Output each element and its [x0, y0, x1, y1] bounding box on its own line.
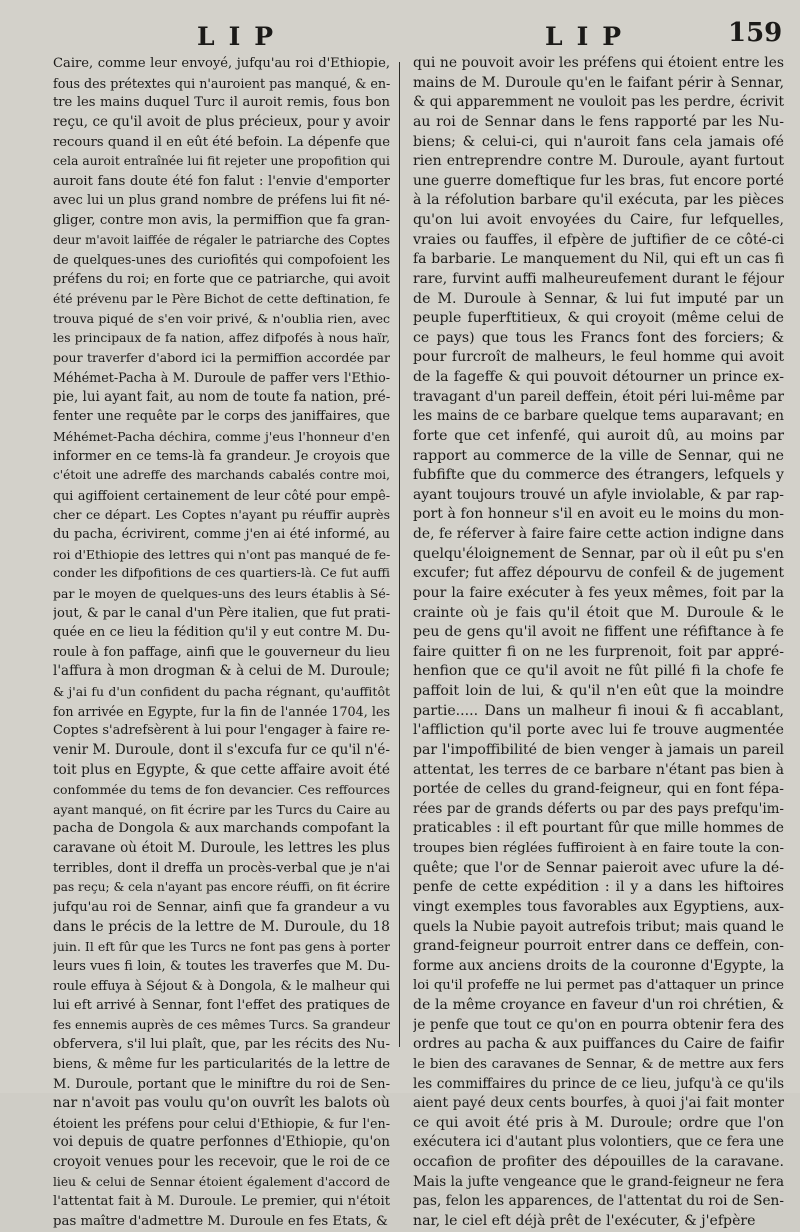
text-line: troupes bien réglées fuffiroient à en faire toute la con-	[413, 841, 784, 856]
text-line: ordres au pacha & aux puiffances du Caire de faifir	[413, 1036, 784, 1053]
text-line: lui eft arrivé à Sennar, font l'effet des pratiques de	[53, 998, 390, 1013]
text-line: travagant d'un pareil deffein, étoit péri lui-même par	[413, 388, 784, 405]
text-line: aient payé deux cents bourfes, à quoi j'ai fait monter	[413, 1095, 784, 1112]
text-line: c'étoit une adreffe des marchands cabalés contre moi,	[53, 468, 390, 483]
text-line: qui ne pouvoit avoir les préfens qui étoient entre les	[413, 55, 784, 71]
text-line: je penfe que tout ce qu'on en pourra obtenir fera des	[413, 1016, 784, 1033]
text-line: obfervera, s'il lui plaît, que, par les récits des Nu-	[53, 1037, 390, 1053]
text-line: loi qu'il profeffe ne lui permet pas d'attaquer un prince	[413, 978, 784, 994]
text-line: pas, felon les apparences, de l'attentat du roi de Sen-	[413, 1193, 784, 1210]
text-line: rare, furvint auffi malheureufement durant le féjour	[413, 270, 784, 287]
text-line: roule à fon paffage, ainfi que le gouverneur du lieu	[53, 644, 390, 660]
text-line: confommée du tems de fon devancier. Ces reffources	[53, 782, 390, 798]
text-line: trouva piqué de s'en voir privé, & n'oublia rien, avec	[53, 311, 390, 327]
text-line: penfe de cette expédition : il y a dans les hiftoires	[413, 879, 784, 896]
text-line: l'affura à mon drogman & à celui de M. Duroule;	[53, 663, 390, 680]
text-line: roi d'Ethiopie des lettres qui n'ont pas manqué de fe-	[53, 546, 390, 562]
text-line: voi depuis de quatre perfonnes d'Ethiopie, qu'on	[53, 1134, 390, 1151]
text-line: quels la Nubie payoit autrefois tribut; mais quand le	[413, 918, 784, 935]
text-line: les mains de ce barbare quelque tems auparavant; en	[413, 408, 784, 425]
text-line: une guerre domeftique fur les bras, fut encore porté	[413, 172, 784, 189]
text-line: ce pays) que tous les Francs font des forciers; &	[413, 329, 784, 346]
text-line: préfens du roi; en forte que ce patriarche, qui avoit	[53, 271, 390, 287]
text-line: jout, & par le canal d'un Père italien, que fut prati-	[53, 605, 390, 621]
text-line: pas reçu; & cela n'ayant pas encore réuffi, on fit écrire	[53, 880, 390, 895]
text-line: fa barbarie. Le manquement du Nil, qui eft un cas fi	[413, 251, 784, 268]
text-line: quée en ce lieu la fédition qu'il y eut contre M. Du-	[53, 625, 390, 641]
text-line: fes ennemis auprès de ces mêmes Turcs. Sa grandeur	[53, 1017, 390, 1032]
running-head-right: LIP	[545, 22, 636, 51]
text-line: fenter une requête par le corps des janiffaires, que	[53, 409, 390, 425]
text-line: forme aux anciens droits de la couronne d'Egypte, la	[413, 957, 784, 974]
text-line: avec lui un plus grand nombre de préfens lui fit né-	[53, 193, 390, 209]
text-line: l'attentat fait à M. Duroule. Le premier, qui n'étoit	[53, 1194, 390, 1210]
text-line: les principaux de fa nation, affez difpofés à nous haïr,	[53, 330, 390, 345]
text-line: qui agiffoient certainement de leur côté pour empê-	[53, 487, 390, 503]
text-line: paffoit loin de lui, & qu'il n'en eût que la moindre	[413, 683, 784, 699]
text-line: nar n'avoit pas voulu qu'on ouvrît les balots où	[53, 1095, 390, 1112]
text-line: de la fageffe & qui pouvoit détourner un prince ex-	[413, 369, 784, 385]
page-number: 159	[728, 18, 783, 48]
text-line: nar, le ciel eft déjà prêt de l'exécuter, & j'efpère	[413, 1212, 756, 1229]
text-line: praticables : il eft pourtant fûr que mille hommes de	[413, 820, 784, 837]
text-line: exécutera ici d'autant plus volontiers, que ce fera une	[413, 1134, 784, 1151]
text-line: occafion de profiter des dépouilles de la caravane.	[413, 1154, 784, 1170]
text-line: pour traverfer d'abord ici la permiffion accordée par	[53, 350, 390, 366]
text-line: de, fe réferver à faire faire cette action indigne dans	[413, 526, 784, 542]
text-line: par le moyen de quelques-uns des leurs établis à Sé-	[53, 585, 390, 601]
text-line: port à fon honneur s'il en avoit eu le moins du mon-	[413, 506, 784, 523]
text-line: leurs vues fi loin, & toutes les traverfes que M. Du-	[53, 958, 390, 974]
text-line: fon arrivée en Egypte, fur la fin de l'année 1704, les	[53, 703, 390, 719]
text-line: le bien des caravanes de Sennar, & de mettre aux fers	[413, 1056, 784, 1072]
text-line: vingt exemples tous favorables aux Egyptiens, aux-	[413, 898, 784, 915]
text-line: recours quand il en eût été befoin. La dépenfe que	[53, 134, 390, 150]
text-column-right	[413, 54, 784, 1232]
text-line: pour furcroît de malheurs, le feul homme qui avoit	[413, 349, 784, 366]
text-line: rées par de grands déferts ou par des pays prefqu'im-	[413, 800, 784, 817]
text-column-left	[53, 54, 390, 1232]
text-line: ce qui avoit été pris à M. Duroule; ordre que l'on	[413, 1114, 784, 1131]
text-line: pour la faire exécuter à fes yeux mêmes, foit par la	[413, 584, 784, 601]
text-line: partie..... Dans un malheur fi inoui & fi accablant,	[413, 702, 784, 719]
text-line: informer en ce tems-là fa grandeur. Je croyois que	[53, 448, 390, 464]
text-line: cher ce départ. Les Coptes n'ayant pu réuffir auprès	[53, 507, 390, 523]
text-line: faire quitter fi on ne les furprenoit, foit par appré-	[413, 643, 784, 660]
text-line: gliger, contre mon avis, la permiffion que fa gran-	[53, 213, 390, 228]
text-line: ayant toujours trouvé un afyle inviolable, & par rap-	[413, 486, 784, 503]
text-line: biens, & même fur les particularités de la lettre de	[53, 1056, 390, 1072]
text-line: de quelques-unes des curiofités qui compofoient les	[53, 252, 390, 268]
text-line: auroit fans doute été fon falut : l'envie d'emporter	[53, 173, 390, 189]
text-line: rien entreprendre contre M. Duroule, ayant furtout	[413, 153, 784, 170]
text-line: Méhémet-Pacha à M. Duroule de paffer vers l'Ethio-	[53, 370, 390, 385]
column-divider	[399, 62, 400, 1047]
text-line: dans le précis de la lettre de M. Duroule, du 18	[53, 918, 390, 935]
text-line: au roi de Sennar dans le fens rapporté par les Nu-	[413, 113, 784, 130]
text-line: fous des prétextes qui n'auroient pas manqué, & en-	[53, 75, 390, 91]
text-line: juin. Il eft fûr que les Turcs ne font pas gens à porter	[53, 939, 390, 955]
text-line: été prévenu par le Père Bichot de cette deftination, fe	[53, 291, 390, 306]
text-line: croyoit venues pour les recevoir, que le roi de ce	[53, 1154, 390, 1170]
text-line: jufqu'au roi de Sennar, ainfi que fa grandeur a vu	[53, 899, 390, 915]
text-line: vraies ou fauffes, il efpère de juftifier de ce côté-ci	[413, 231, 784, 248]
text-line: pas maître d'admettre M. Duroule en fes Etats, &	[53, 1213, 388, 1229]
text-line: pacha de Dongola & aux marchands compofant la	[53, 821, 390, 837]
text-line: tre les mains duquel Turc il auroit remis, fous bon	[53, 95, 390, 111]
text-line: reçu, ce qu'il avoit de plus précieux, pour y avoir	[53, 113, 390, 130]
text-line: rapport au commerce de la ville de Sennar, qui ne	[413, 447, 784, 464]
text-line: excufer; fut affez dépourvu de confeil & de jugement	[413, 565, 784, 582]
text-line: quelqu'éloignement de Sennar, par où il eût pu s'en	[413, 545, 784, 562]
text-line: henfion que ce qu'il avoit ne fût pillé fi la chofe fe	[413, 663, 784, 680]
text-line: Caire, comme leur envoyé, jufqu'au roi d'Ethiopie,	[53, 56, 390, 71]
text-line: lieu & celui de Sennar étoient également d'accord de	[53, 1174, 390, 1189]
text-line: peuple fuperftitieux, & qui croyoit (même celui de	[413, 310, 784, 327]
text-line: étoient les préfens pour celui d'Ethiopie, & fur l'en-	[53, 1115, 390, 1131]
text-line: toit plus en Egypte, & que cette affaire avoit été	[53, 761, 390, 778]
running-head-left: LIP	[197, 22, 288, 51]
text-line: de la même croyance en faveur d'un roi chrétien, &	[413, 997, 784, 1013]
text-line: roule effuya à Séjout & à Dongola, & le malheur qui	[53, 978, 390, 994]
text-line: Méhémet-Pacha déchira, comme j'eus l'honneur d'en	[53, 428, 390, 444]
text-line: peu de gens qu'il avoit ne fiffent une réfiftance à fe	[413, 624, 784, 641]
text-line: par l'impoffibilité de bien venger à jamais un pareil	[413, 741, 784, 758]
text-line: biens; & celui-ci, qui n'auroit fans cela jamais ofé	[413, 133, 784, 150]
text-line: fubfifte que du commerce des étrangers, lefquels y	[413, 467, 784, 484]
text-line: & qui apparemment ne vouloit pas les perdre, écrivit	[413, 94, 784, 111]
text-line: M. Duroule, portant que le miniftre du roi de Sen-	[53, 1076, 390, 1092]
text-line: du pacha, écrivirent, comme j'en ai été informé, au	[53, 527, 390, 542]
text-line: venir M. Duroule, dont il s'excufa fur ce qu'il n'é-	[53, 741, 390, 758]
text-line: à la réfolution barbare qu'il exécuta, par les pièces	[413, 192, 784, 209]
text-line: terribles, dont il dreffa un procès-verbal que je n'ai	[53, 860, 390, 876]
text-line: l'affliction qu'il porte avec lui fe trouve augmentée	[413, 722, 784, 739]
text-line: crainte où je fais qu'il étoit que M. Duroule & le	[413, 604, 784, 621]
text-line: portée de celles du grand-feigneur, qui en font fépa-	[413, 781, 784, 798]
text-line: forte que cet infenfé, qui auroit dû, au moins par	[413, 427, 784, 444]
text-line: attentat, les terres de ce barbare n'étant pas bien à	[413, 761, 784, 778]
text-line: mains de M. Duroule qu'en le faifant périr à Sennar,	[413, 74, 784, 91]
text-line: conder les difpofitions de ces quartiers-là. Ce fut auffi	[53, 566, 390, 581]
text-line: pie, lui ayant fait, au nom de toute fa nation, pré-	[53, 388, 390, 405]
text-line: grand-feigneur pourroit entrer dans ce deffein, con-	[413, 938, 784, 955]
text-line: les commiffaires du prince de ce lieu, jufqu'à ce qu'ils	[413, 1075, 784, 1092]
text-line: & j'ai fu d'un confident du pacha régnant, qu'auffitôt	[53, 684, 390, 699]
text-line: de M. Duroule à Sennar, & lui fut imputé par un	[413, 290, 784, 307]
text-line: deur m'avoit laiffée de régaler le patriarche des Coptes	[53, 232, 390, 247]
text-line: Coptes s'adrefsèrent à lui pour l'engager à faire re-	[53, 723, 390, 739]
text-line: quête; que l'or de Sennar paieroit avec ufure la dé-	[413, 859, 784, 876]
text-line: ayant manqué, on fit écrire par les Turcs du Caire au	[53, 801, 390, 817]
text-line: qu'on lui avoit envoyées du Caire, fur lefquelles,	[413, 212, 784, 228]
text-line: caravane où étoit M. Duroule, les lettres les plus	[53, 840, 390, 856]
text-line: Mais la jufte vengeance que le grand-feigneur ne fera	[413, 1173, 784, 1190]
text-line: cela auroit entraînée lui fit rejeter une propofition qui	[53, 154, 390, 169]
